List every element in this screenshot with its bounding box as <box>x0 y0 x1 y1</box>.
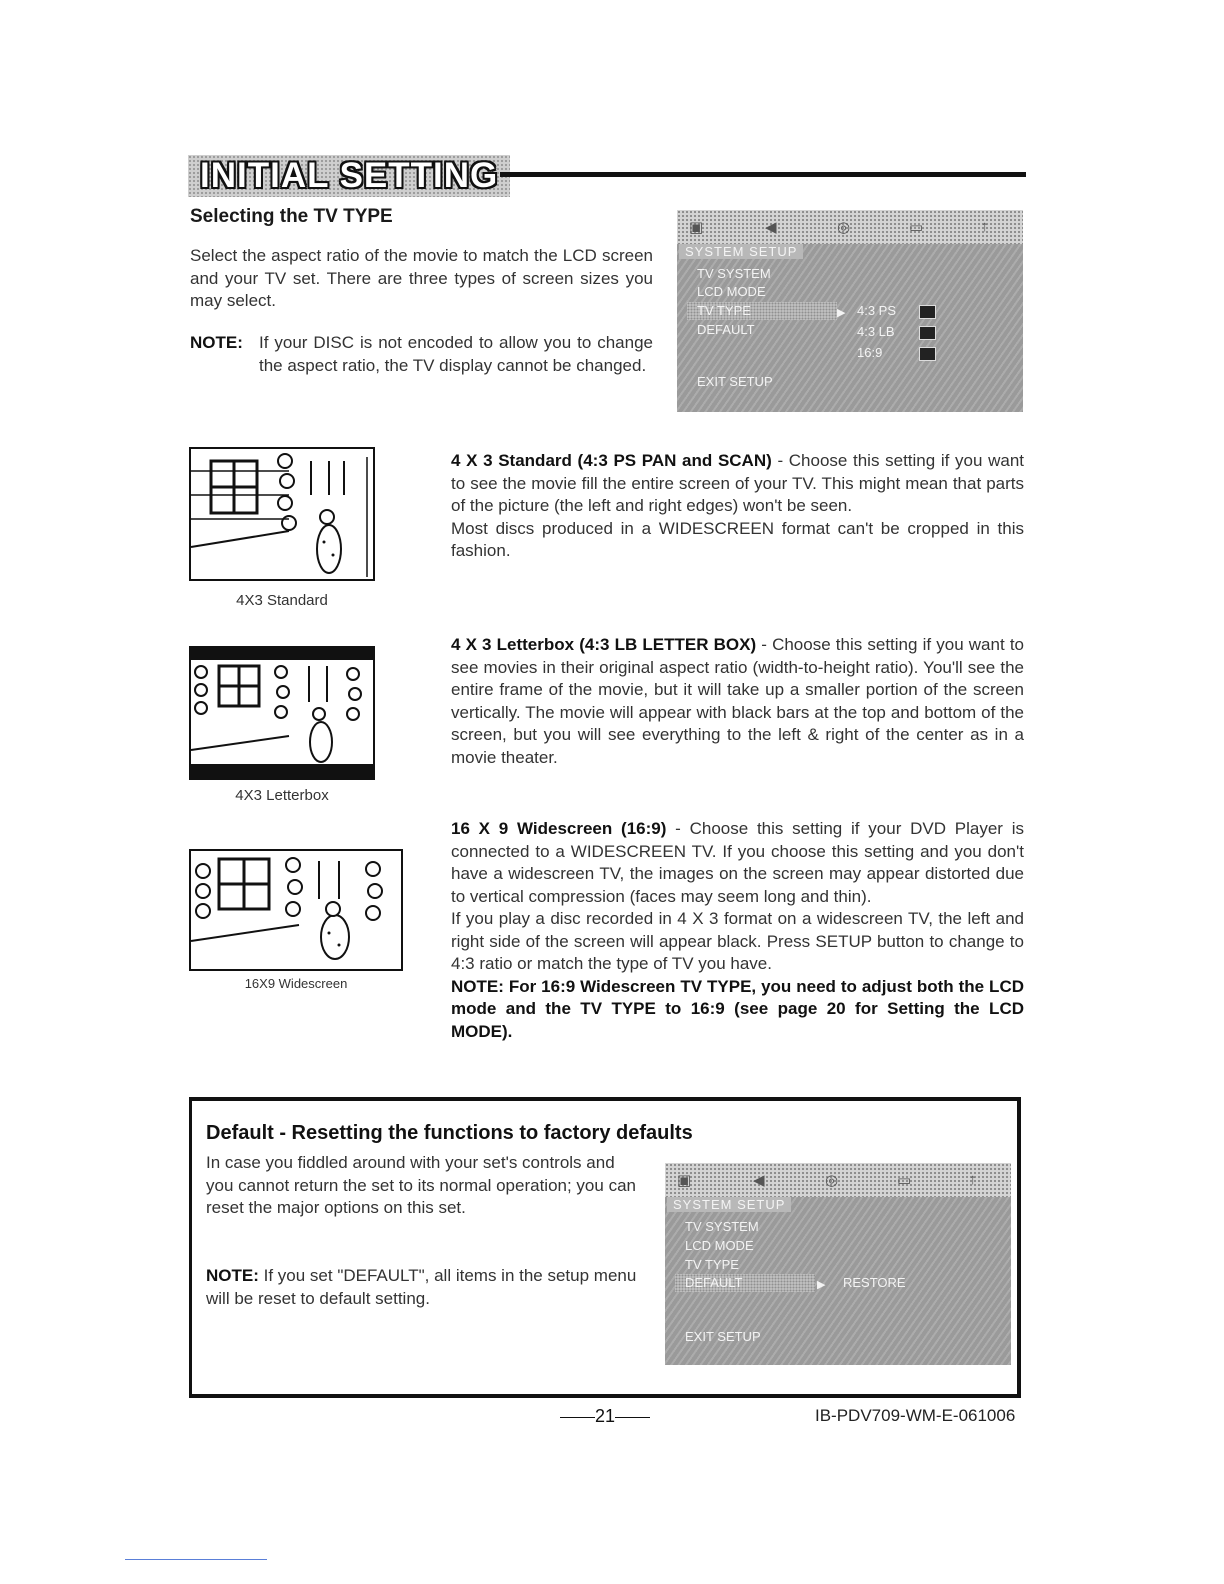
tv-icon: ▭ <box>897 1172 912 1189</box>
tv-icon: ▭ <box>909 219 924 236</box>
default-section-text: In case you fiddled around with your set's controls and you cannot return the set to its normal operation; you can reset the major options on this set. <box>206 1153 636 1217</box>
note-label: NOTE: <box>190 333 243 352</box>
osd-menu-default <box>665 1163 1011 1365</box>
page-number-dash-right <box>615 1417 650 1418</box>
mode-4x3-standard-text <box>451 450 1024 563</box>
caption-16x9-widescreen: 16X9 Widescreen <box>244 976 348 991</box>
illustration-16x9-widescreen <box>189 849 403 971</box>
osd-arrow-icon: ▶ <box>817 1279 826 1291</box>
page-title: INITIAL SETTING <box>200 156 499 195</box>
mode-16x9-note: NOTE: For 16:9 Widescreen TV TYPE, you need to adjust both the LCD mode and the TV TYPE to 16:9 (see page 20 for Setting the LCD MODE). <box>451 976 1024 1041</box>
osd-tab-bar <box>677 210 1023 244</box>
osd-menu-tv-type <box>677 210 1023 412</box>
header-rule <box>500 172 1026 177</box>
page-number <box>560 1406 650 1427</box>
osd-arrow-icon: ▶ <box>837 307 846 319</box>
mode-4x3-standard-heading: 4 X 3 Standard (4:3 PS PAN and SCAN) <box>451 451 772 470</box>
page-number-dash-left <box>560 1417 595 1418</box>
caption-4x3-standard: 4X3 Standard <box>236 592 328 609</box>
mode-16x9-text <box>451 818 1024 1043</box>
mode-4x3-standard-desc: - Choose this setting if you want to see the movie fill the entire screen of your TV. This might mean that parts of the picture (the left and right edges) won't be seen. <box>451 451 1024 515</box>
mode-16x9-heading: 16 X 9 Widescreen (16:9) <box>451 819 667 838</box>
note-text: If your DISC is not encoded to allow you to change the aspect ratio, the TV display cannot be changed. <box>259 333 653 375</box>
default-note-text: If you set "DEFAULT", all items in the setup menu will be reset to default setting. <box>206 1266 637 1308</box>
osd-option-16-9-icon <box>919 347 936 361</box>
page-number-value: 21 <box>595 1406 616 1426</box>
default-note-label: NOTE: <box>206 1266 259 1285</box>
mode-16x9-desc: - Choose this setting if your DVD Player is connected to a WIDESCREEN TV. If you choose this setting and you don't have a widescreen TV, the images on the screen may appear distorted due to vertical compression (faces may seem long and thin). <box>451 819 1025 906</box>
osd-option-16-9: 16:9 <box>857 345 883 360</box>
osd-item-tv-type: TV TYPE <box>685 1257 739 1272</box>
osd-item-lcd-mode: LCD MODE <box>685 1238 754 1253</box>
bottom-edge-line <box>125 1559 267 1560</box>
osd-option-restore: RESTORE <box>843 1275 906 1290</box>
section-title-tv-type: Selecting the TV TYPE <box>190 206 393 227</box>
osd-item-exit-setup: EXIT SETUP <box>697 374 773 389</box>
osd-item-tv-type: TV TYPE <box>697 303 751 318</box>
osd-item-default: DEFAULT <box>685 1275 743 1290</box>
osd-tab-bar <box>665 1163 1011 1197</box>
osd-option-4-3-lb-icon <box>919 326 936 340</box>
disc-icon: ◎ <box>837 219 851 236</box>
osd-item-exit-setup: EXIT SETUP <box>685 1329 761 1344</box>
caption-4x3-letterbox: 4X3 Letterbox <box>235 787 329 804</box>
default-section-note <box>206 1265 646 1310</box>
osd-item-tv-system: TV SYSTEM <box>685 1219 759 1234</box>
mode-4x3-letterbox-heading: 4 X 3 Letterbox (4:3 LB LETTER BOX) <box>451 635 757 654</box>
mode-4x3-letterbox-desc: - Choose this setting if you want to see movies in their original aspect ratio (width-to-height ratio). You'll see the entire frame of the movie, but it will take up a smaller portion of the screen vertically. The movie will appear with black bars at the top and bottom of the screen, but you will see everything to the left & right of the center as in a movie theater. <box>451 635 1024 767</box>
document-code: IB-PDV709-WM-E-061006 <box>815 1406 1016 1425</box>
osd-item-default: DEFAULT <box>697 322 755 337</box>
osd-option-4-3-ps-icon <box>919 305 936 319</box>
speaker-icon: ◀ <box>753 1172 765 1189</box>
osd-option-4-3-ps: 4:3 PS <box>857 303 897 318</box>
osd-item-lcd-mode: LCD MODE <box>697 284 766 299</box>
language-icon: ▣ <box>689 219 704 236</box>
tv-type-note <box>190 332 653 377</box>
speaker-icon: ◀ <box>765 219 777 236</box>
exit-icon: ↑ <box>981 218 989 235</box>
default-section-title: Default - Resetting the functions to factory defaults <box>206 1122 693 1144</box>
mode-16x9-desc2: If you play a disc recorded in 4 X 3 format on a widescreen TV, the left and right side of the screen will appear black. Press SETUP button to change to 4:3 ratio or match the type of TV you have. <box>451 909 1024 973</box>
illustration-4x3-standard <box>189 447 375 581</box>
disc-icon: ◎ <box>825 1172 839 1189</box>
osd-option-4-3-lb: 4:3 LB <box>857 324 895 339</box>
section-intro: Select the aspect ratio of the movie to match the LCD screen and your TV set. There are three types of screen sizes you may select. <box>190 246 653 310</box>
illustration-4x3-letterbox <box>189 646 375 780</box>
mode-4x3-standard-desc2: Most discs produced in a WIDESCREEN format can't be cropped in this fashion. <box>451 518 1024 560</box>
language-icon: ▣ <box>677 1172 692 1189</box>
mode-4x3-letterbox-text <box>451 634 1024 769</box>
osd-header: SYSTEM SETUP <box>667 1197 791 1212</box>
osd-header: SYSTEM SETUP <box>679 244 803 259</box>
osd-item-tv-system: TV SYSTEM <box>697 266 771 281</box>
exit-icon: ↑ <box>969 1171 977 1188</box>
